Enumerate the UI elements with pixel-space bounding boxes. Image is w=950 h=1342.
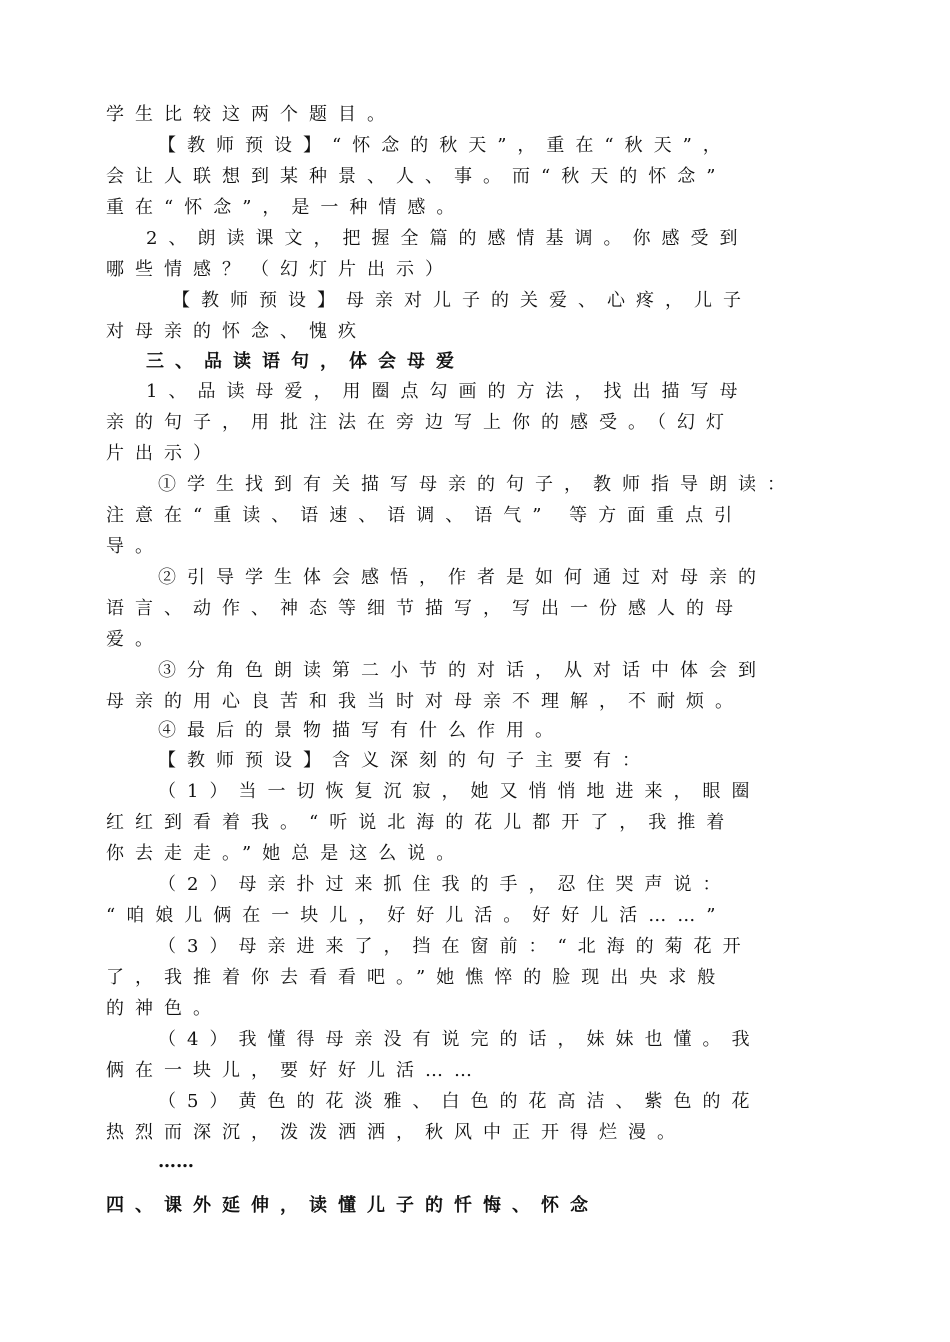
text-line: 重在“怀念”，是一种情感。 bbox=[106, 197, 466, 218]
text-line: ④最后的景物描写有什么作用。 bbox=[158, 720, 564, 741]
text-line: 【教师预设】含义深刻的句子主要有： bbox=[158, 750, 651, 771]
text-line: ②引导学生体会感悟，作者是如何通过对母亲的 bbox=[158, 567, 767, 588]
text-line: （5）黄色的花淡雅、白色的花高洁、紫色的花 bbox=[158, 1091, 761, 1112]
text-line: （2）母亲扑过来抓住我的手，忍住哭声说： bbox=[158, 874, 732, 895]
text-line: （4）我懂得母亲没有说完的话，妹妹也懂。我 bbox=[158, 1029, 761, 1050]
text-line: 你去走走。”她总是这么说。 bbox=[106, 843, 466, 864]
text-line: 学生比较这两个题目。 bbox=[106, 104, 396, 125]
text-line: 对母亲的怀念、愧疚 bbox=[106, 321, 367, 342]
text-line: 【教师预设】“怀念的秋天”，重在“秋天”， bbox=[158, 135, 732, 156]
text-line: （3）母亲进来了，挡在窗前：“北海的菊花开 bbox=[158, 936, 752, 957]
section-heading: 四、课外延伸，读懂儿子的忏悔、怀念 bbox=[106, 1195, 599, 1216]
text-line: 语言、动作、神态等细节描写，写出一份感人的母 bbox=[106, 598, 744, 619]
text-line: “咱娘儿俩在一块儿，好好儿活。好好儿活……” bbox=[106, 905, 727, 926]
text-line: 注意在“重读、语速、语调、语气” 等方面重点引 bbox=[106, 505, 744, 526]
text-line: 亲的句子，用批注法在旁边写上你的感受。（幻灯 bbox=[106, 412, 735, 433]
text-line: 母亲的用心良苦和我当时对母亲不理解，不耐烦。 bbox=[106, 691, 744, 712]
text-line: ①学生找到有关描写母亲的句子，教师指导朗读： bbox=[158, 474, 796, 495]
text-line: 俩在一块儿，要好好儿活…… bbox=[106, 1060, 483, 1081]
section-heading: 三、品读语句，体会母爱 bbox=[146, 351, 465, 372]
text-line: 的神色。 bbox=[106, 998, 222, 1019]
ellipsis: …… bbox=[158, 1151, 194, 1172]
text-line: 【教师预设】母亲对儿子的关爱、心疼，儿子 bbox=[172, 290, 752, 311]
text-line: 1、品读母爱，用圈点勾画的方法，找出描写母 bbox=[146, 381, 749, 402]
text-line: 爱。 bbox=[106, 629, 164, 650]
text-line: 会让人联想到某种景、人、事。而“秋天的怀念” bbox=[106, 166, 727, 187]
text-line: 红红到看着我。“听说北海的花儿都开了，我推着 bbox=[106, 812, 736, 833]
text-line: 片出示） bbox=[106, 443, 222, 464]
text-line: （1）当一切恢复沉寂，她又悄悄地进来，眼圈 bbox=[158, 781, 761, 802]
text-line: 导。 bbox=[106, 536, 164, 557]
text-line: 了，我推着你去看看吧。”她憔悴的脸现出央求般 bbox=[106, 967, 727, 988]
text-line: 热烈而深沉，泼泼洒洒，秋风中正开得烂漫。 bbox=[106, 1122, 686, 1143]
text-line: ③分角色朗读第二小节的对话，从对话中体会到 bbox=[158, 660, 767, 681]
text-line: 2、朗读课文，把握全篇的感情基调。你感受到 bbox=[146, 228, 749, 249]
text-line: 哪些情感？（幻灯片出示） bbox=[106, 259, 454, 280]
